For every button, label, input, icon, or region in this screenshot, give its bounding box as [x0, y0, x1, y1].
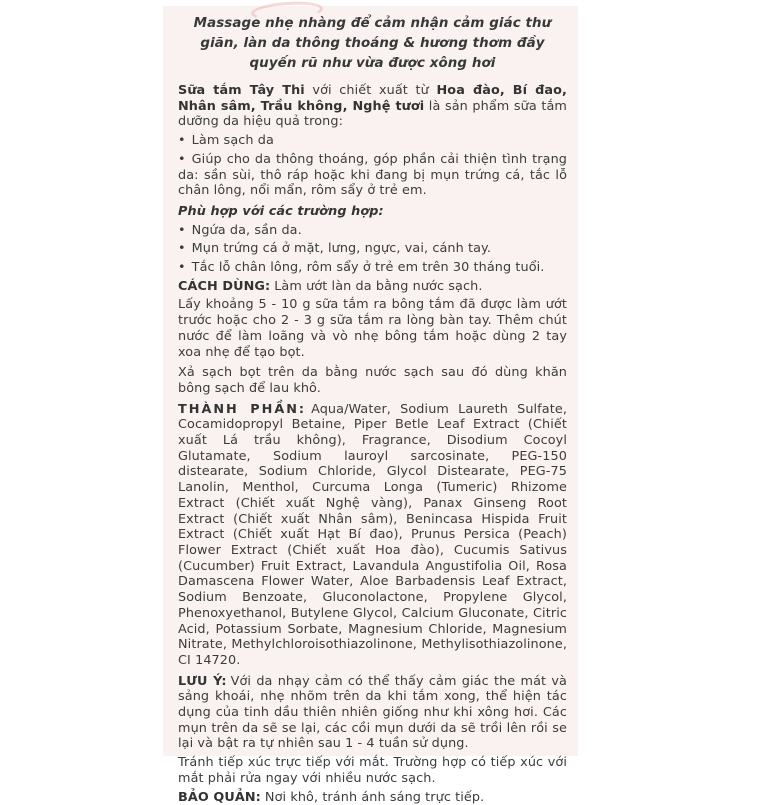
bullet-marker: •: [178, 133, 186, 149]
suitable-item: [178, 260, 567, 276]
product-label: [163, 6, 578, 805]
storage-text: Nơi khô, tránh ánh sáng trực tiếp.: [264, 789, 485, 805]
usage-paragraph-3: Xả sạch bọt trên da bằng nước sạch sau đó dùng khăn bông sạch để lau khô.: [178, 365, 567, 396]
suitable-text: Mụn trứng cá ở mặt, lưng, ngực, vai, cánh tay.: [191, 241, 492, 257]
suitable-item: [178, 223, 567, 239]
usage-paragraph-1: [178, 279, 567, 295]
bullet-marker: •: [178, 260, 186, 276]
storage-paragraph: [178, 790, 567, 805]
intro-paragraph: [178, 83, 567, 130]
usage-step-1: Làm ướt làn da bằng nước sạch.: [274, 278, 483, 294]
notes-text: Với da nhạy cảm có thể thấy cảm giác the mát và sảng khoái, nhẹ nhõm trên da khi tắm xong, thể hiện tác dụng của tinh dầu thiên nhiên giống như khi xông hơi. Các mụn trên da sẽ se lại, các cồi mụn dưới da sẽ trồi lên rồi se lại và bật ra tự nhiên sau 1 - 4 tuần sử dụng.: [178, 673, 567, 752]
bullet-marker: •: [178, 222, 186, 238]
usage-paragraph-2: Lấy khoảng 5 - 10 g sữa tắm ra bông tắm đã được làm ướt trước hoặc cho 2 - 3 g sữa tắm ra lòng bàn tay. Thêm chút nước để làm loãng và vò nhẹ bông tắm hoặc dùng 2 tay xoa nhẹ để tạo bọt.: [178, 297, 567, 360]
ingredients-text: Aqua/Water, Sodium Laureth Sulfate, Cocamidopropyl Betaine, Piper Betle Leaf Extract (Chiết xuất Lá trầu không), Fragrance, Disodium Cocoyl Glutamate, Sodium lauroyl sarcosinate, PEG-150 distearate, Sodium Chloride, Glycol Distearate, PEG-75 Lanolin, Menthol, Curcuma Longa (Tumeric) Rhizome Extract (Chiết xuất Nghệ vàng), Panax Ginseng Root Extract (Chiết xuất Nhân sâm), Benincasa Hispida Fruit Extract (Chiết xuất Hạt Bí đao), Prunus Persica (Peach) Flower Extract (Chiết xuất Hoa đào), Cucumis Sativus (Cucumber) Fruit Extract, Lavandula Angustifolia Oil, Rosa Damascena Flower Water, Aloe Barbadensis Leaf Extract, Sodium Benzoate, Gluconolactone, Propylene Glycol, Phenoxyethanol, Butylene Glycol, Calcium Gluconate, Citric Acid, Potassium Sorbate, Magnesium Chloride, Magnesium Nitrate, Methylchloroisothiazolinone, Methylisothiazolinone, CI 14720.: [178, 401, 567, 668]
intro-text-2: là sản phẩm sữa tắm dưỡng da hiệu quả trong:: [178, 98, 567, 130]
suitable-item: [178, 241, 567, 257]
notes-heading: LƯU Ý:: [178, 673, 227, 689]
benefit-item: [178, 152, 567, 199]
ingredients-paragraph: [178, 402, 567, 669]
benefit-text: Làm sạch da: [191, 133, 274, 149]
usage-heading: CÁCH DÙNG:: [178, 278, 271, 294]
suitable-heading: Phù hợp với các trường hợp:: [178, 203, 384, 219]
ingredients-heading: THÀNH PHẦN:: [178, 401, 307, 417]
storage-heading: BẢO QUẢN:: [178, 789, 261, 805]
intro-extracts: Hoa đào, Bí đao, Nhân sâm, Trầu không, Nghệ tươi: [178, 83, 567, 114]
benefit-text: Giúp cho da thông thoáng, góp phần cải thiện tình trạng da: sần sùi, thô ráp hoặc khi đang bị mụn trứng cá, tắc lỗ chân lông, nổi mẩn, rôm sẩy ở trẻ em.: [178, 151, 567, 199]
benefit-item: [178, 133, 567, 149]
tagline: Massage nhẹ nhàng để cảm nhận cảm giác thư giãn, làn da thông thoáng & hương thơm đầy quyến rũ như vừa được xông hơi: [193, 16, 552, 71]
bullet-marker: •: [178, 241, 186, 257]
suitable-text: Ngứa da, sần da.: [191, 222, 302, 238]
bullet-marker: •: [178, 151, 186, 167]
intro-text-1: với chiết xuất từ: [304, 83, 437, 98]
notes-paragraph: [178, 674, 567, 753]
suitable-text: Tắc lỗ chân lông, rôm sẩy ở trẻ em trên 30 tháng tuổi.: [191, 260, 545, 276]
product-name: Sữa tắm Tây Thi: [178, 83, 305, 98]
caution-paragraph: Tránh tiếp xúc trực tiếp với mắt. Trường hợp có tiếp xúc với mắt phải rửa ngay với nhiều nước sạch.: [178, 755, 567, 786]
